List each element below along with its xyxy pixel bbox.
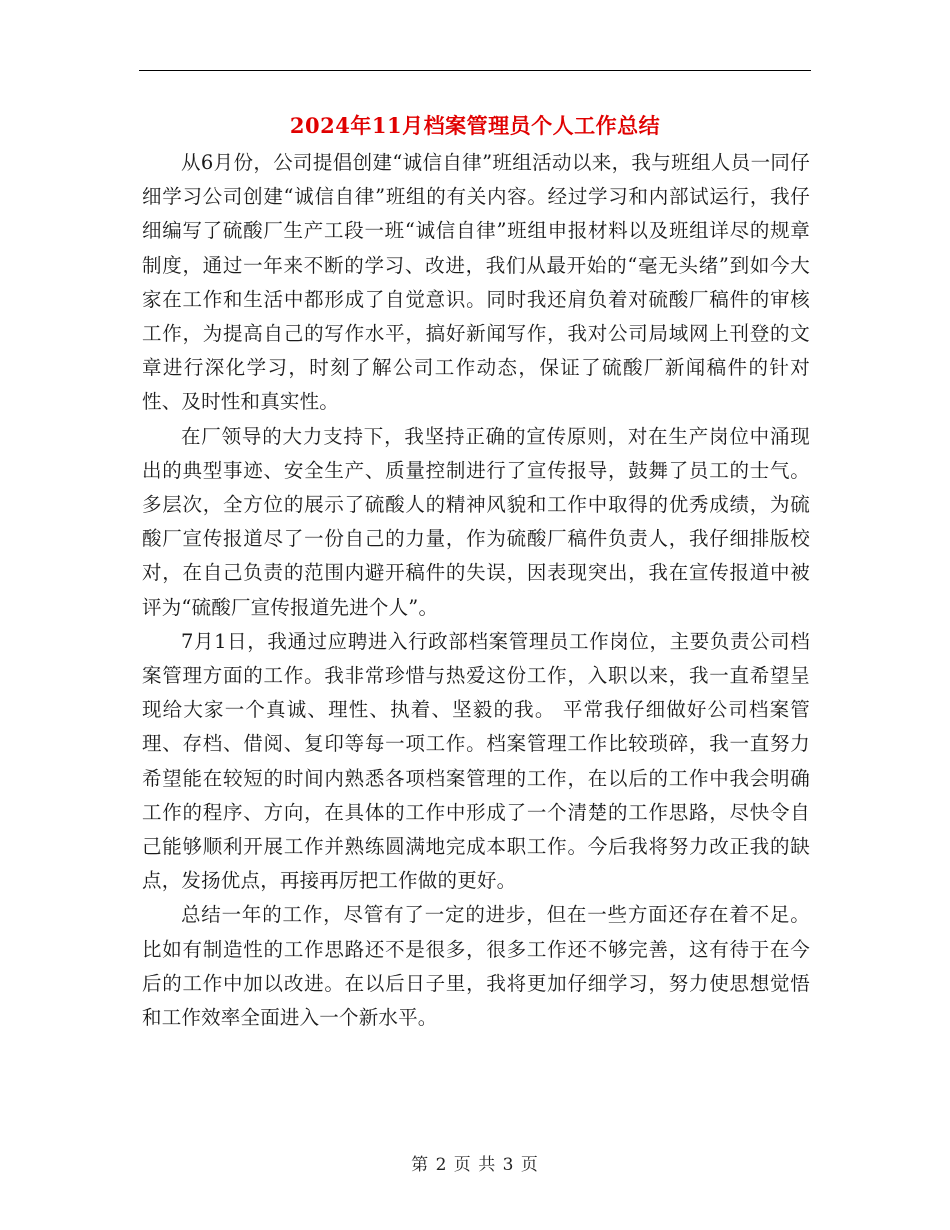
document-body xyxy=(142,146,810,1035)
paragraph-4: 总结一年的工作，尽管有了一定的进步，但在一些方面还存在着不足。比如有制造性的工作思路还不是很多，很多工作还不够完善，这有待于在今后的工作中加以改进。在以后日子里，我将更加仔细学习，努力使思想觉悟和工作效率全面进入一个新水平。 xyxy=(142,903,810,1030)
document-title: 2024年11月档案管理员个人工作总结 xyxy=(289,113,661,138)
paragraph-3: 7月1日，我通过应聘进入行政部档案管理员工作岗位，主要负责公司档案管理方面的工作。我非常珍惜与热爱这份工作，入职以来，我一直希望呈现给大家一个真诚、理性、执着、坚毅的我。 平常我仔细做好公司档案管理、存档、借阅、复印等每一项工作。档案管理工作比较琐碎，我一直努力希望能在较短的时间内熟悉各项档案管理的工作，在以后的工作中我会明确工作的程序、方向，在具体的工作中形成了一个清楚的工作思路，尽快令自己能够顺利开展工作并熟练圆满地完成本职工作。今后我将努力改正我的缺点，发扬优点，再接再厉把工作做的更好。 xyxy=(142,629,810,893)
page-number-footer: 第 2 页 共 3 页 xyxy=(411,1155,539,1175)
paragraph-1: 从6月份，公司提倡创建“诚信自律”班组活动以来，我与班组人员一同仔细学习公司创建“诚信自律”班组的有关内容。经过学习和内部试运行，我仔细编写了硫酸厂生产工段一班“诚信自律”班组申报材料以及班组详尽的规章制度，通过一年来不断的学习、改进，我们从最开始的“毫无头绪”到如今大家在工作和生活中都形成了自觉意识。同时我还肩负着对硫酸厂稿件的审核工作，为提高自己的写作水平，搞好新闻写作，我对公司局域网上刊登的文章进行深化学习，时刻了解公司工作动态，保证了硫酸厂新闻稿件的针对性、及时性和真实性。 xyxy=(142,151,810,414)
paragraph-2: 在厂领导的大力支持下，我坚持正确的宣传原则，对在生产岗位中涌现出的典型事迹、安全生产、质量控制进行了宣传报导，鼓舞了员工的士气。多层次，全方位的展示了硫酸人的精神风貌和工作中取得的优秀成绩，为硫酸厂宣传报道尽了一份自己的力量，作为硫酸厂稿件负责人，我仔细排版校对，在自己负责的范围内避开稿件的失误，因表现突出，我在宣传报道中被评为“硫酸厂宣传报道先进个人”。 xyxy=(142,424,810,619)
header-rule xyxy=(139,70,811,71)
